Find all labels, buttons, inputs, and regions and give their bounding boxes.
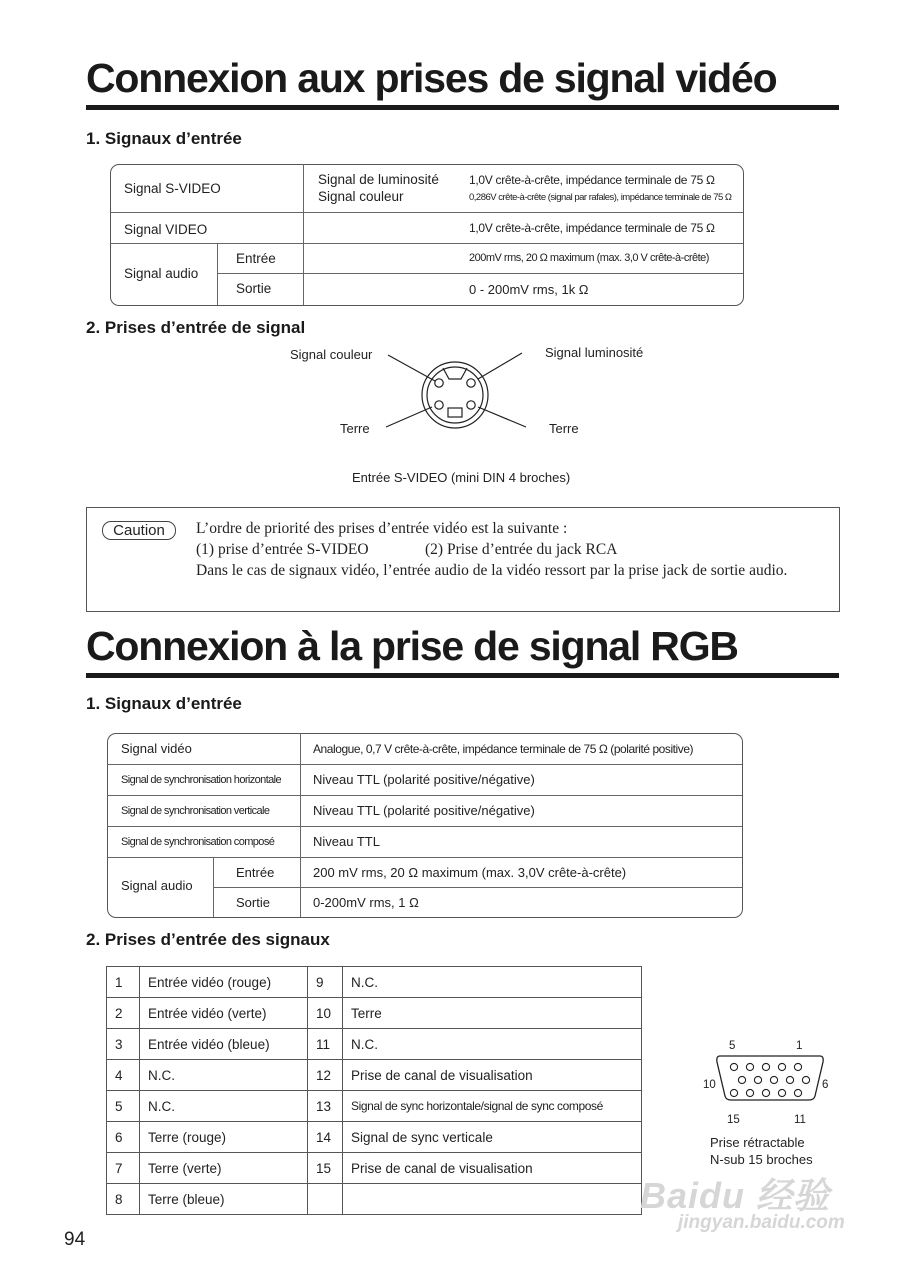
caution-label: Caution xyxy=(102,521,176,540)
rgb-audio-in-value: 200 mV rms, 20 Ω maximum (max. 3,0V crête-à-crête) xyxy=(313,865,627,880)
pin-description-cell: Terre (rouge) xyxy=(140,1122,308,1153)
pin-number-cell xyxy=(308,1184,343,1215)
audio-in-value: 200mV rms, 20 Ω maximum (max. 3,0 V crête-à-crête) xyxy=(469,252,709,264)
dsub-pin1-label: 1 xyxy=(796,1040,803,1052)
table-row xyxy=(107,1060,642,1091)
pin-description-cell: Prise de canal de visualisation xyxy=(343,1153,642,1184)
pin-number-cell: 8 xyxy=(107,1184,140,1215)
chroma-value: 0,286V crête-à-crête (signal par rafales), impédance terminale de 75 Ω xyxy=(469,192,732,203)
page-number: 94 xyxy=(64,1229,86,1250)
section-title-video: Connexion aux prises de signal vidéo xyxy=(86,55,777,101)
pin-number-cell: 11 xyxy=(308,1029,343,1060)
dsub15-connector-icon xyxy=(712,1050,832,1106)
caution-line-2b: (2) Prise d’entrée du jack RCA xyxy=(425,541,618,558)
pin-description-cell: Entrée vidéo (verte) xyxy=(140,998,308,1029)
title-rule-rgb xyxy=(86,673,839,678)
vsync-label: Signal de synchronisation verticale xyxy=(121,805,270,817)
connector-caption: Entrée S-VIDEO (mini DIN 4 broches) xyxy=(352,470,571,485)
pin-number-cell: 5 xyxy=(107,1091,140,1122)
video-value: 1,0V crête-à-crête, impédance terminale de 75 Ω xyxy=(469,221,715,235)
audio-in-label: Entrée xyxy=(236,251,276,266)
pin-number-cell: 4 xyxy=(107,1060,140,1091)
rgb-audio-label: Signal audio xyxy=(121,878,193,893)
audio-out-value: 0 - 200mV rms, 1k Ω xyxy=(469,282,589,297)
pin-description-cell: Signal de sync horizontale/signal de sync composé xyxy=(343,1091,642,1122)
pin-number-cell: 12 xyxy=(308,1060,343,1091)
audio-label: Signal audio xyxy=(124,266,199,281)
watermark-url: jingyan.baidu.com xyxy=(678,1212,845,1233)
chroma-label: Signal couleur xyxy=(318,189,404,204)
pin-number-cell: 7 xyxy=(107,1153,140,1184)
pin-number-cell: 15 xyxy=(308,1153,343,1184)
hsync-value: Niveau TTL (polarité positive/négative) xyxy=(313,772,535,787)
pin-table xyxy=(106,966,642,1215)
label-signal-luminosite: Signal luminosité xyxy=(545,345,644,360)
dsub-pin15-label: 15 xyxy=(727,1114,740,1126)
rgb-audio-in-label: Entrée xyxy=(236,865,275,880)
pin-number-cell: 6 xyxy=(107,1122,140,1153)
watermark-brand: Baidu 经验 xyxy=(640,1175,831,1216)
pin-description-cell: Terre (bleue) xyxy=(140,1184,308,1215)
pin-number-cell: 14 xyxy=(308,1122,343,1153)
label-terre-right: Terre xyxy=(549,421,579,436)
label-terre-left: Terre xyxy=(340,421,370,436)
video-label: Signal VIDEO xyxy=(124,222,208,237)
rgb-audio-out-value: 0-200mV rms, 1 Ω xyxy=(313,895,419,910)
rgb-video-label: Signal vidéo xyxy=(121,741,192,756)
luminance-value: 1,0V crête-à-crête, impédance terminale de 75 Ω xyxy=(469,173,715,187)
dsub-pin11-label: 11 xyxy=(794,1114,806,1126)
label-signal-couleur: Signal couleur xyxy=(290,347,373,362)
luminance-label: Signal de luminosité xyxy=(318,172,439,187)
caution-line-3: Dans le cas de signaux vidéo, l’entrée audio de la vidéo ressort par la prise jack de sortie audio. xyxy=(196,562,788,579)
pin-description-cell: Entrée vidéo (bleue) xyxy=(140,1029,308,1060)
rgb-video-value: Analogue, 0,7 V crête-à-crête, impédance terminale de 75 Ω (polarité positive) xyxy=(313,742,694,756)
mini-din-connector-icon xyxy=(340,345,590,455)
pin-number-cell: 13 xyxy=(308,1091,343,1122)
pin-description-cell xyxy=(343,1184,642,1215)
pin-description-cell: N.C. xyxy=(343,1029,642,1060)
caution-line-2a: (1) prise d’entrée S-VIDEO xyxy=(196,541,369,558)
csync-value: Niveau TTL xyxy=(313,834,380,849)
pin-description-cell: N.C. xyxy=(140,1091,308,1122)
subtitle-video-inputs: 1. Signaux d’entrée xyxy=(86,129,242,148)
table-row xyxy=(107,967,642,998)
dsub-caption-1: Prise rétractable xyxy=(710,1135,805,1150)
pin-description-cell: Signal de sync verticale xyxy=(343,1122,642,1153)
pin-number-cell: 1 xyxy=(107,967,140,998)
subtitle-video-jacks: 2. Prises d’entrée de signal xyxy=(86,318,306,337)
table-row xyxy=(107,998,642,1029)
table-row xyxy=(107,1091,642,1122)
pin-description-cell: Terre xyxy=(343,998,642,1029)
title-rule xyxy=(86,105,839,110)
dsub-caption-2: N-sub 15 broches xyxy=(710,1152,813,1167)
table-row xyxy=(107,1122,642,1153)
pin-number-cell: 3 xyxy=(107,1029,140,1060)
audio-out-label: Sortie xyxy=(236,281,272,296)
dsub-pin6-label: 6 xyxy=(822,1079,829,1091)
vsync-value: Niveau TTL (polarité positive/négative) xyxy=(313,803,535,818)
pin-description-cell: N.C. xyxy=(343,967,642,998)
dsub-pin10-label: 10 xyxy=(703,1079,716,1091)
dsub-pin5-label: 5 xyxy=(729,1040,736,1052)
table-row xyxy=(107,1184,642,1215)
hsync-label: Signal de synchronisation horizontale xyxy=(121,774,282,786)
caution-line-1: L’ordre de priorité des prises d’entrée vidéo est la suivante : xyxy=(196,520,568,537)
rgb-audio-out-label: Sortie xyxy=(236,895,270,910)
pin-number-cell: 10 xyxy=(308,998,343,1029)
pin-description-cell: Entrée vidéo (rouge) xyxy=(140,967,308,998)
pin-number-cell: 9 xyxy=(308,967,343,998)
pin-description-cell: N.C. xyxy=(140,1060,308,1091)
pin-description-cell: Terre (verte) xyxy=(140,1153,308,1184)
svideo-label: Signal S-VIDEO xyxy=(124,181,221,196)
table-row xyxy=(107,1153,642,1184)
section-title-rgb: Connexion à la prise de signal RGB xyxy=(86,623,738,669)
pin-description-cell: Prise de canal de visualisation xyxy=(343,1060,642,1091)
csync-label: Signal de synchronisation composé xyxy=(121,836,275,848)
subtitle-rgb-pins: 2. Prises d’entrée des signaux xyxy=(86,930,330,949)
pin-number-cell: 2 xyxy=(107,998,140,1029)
table-row xyxy=(107,1029,642,1060)
subtitle-rgb-inputs: 1. Signaux d’entrée xyxy=(86,694,242,713)
